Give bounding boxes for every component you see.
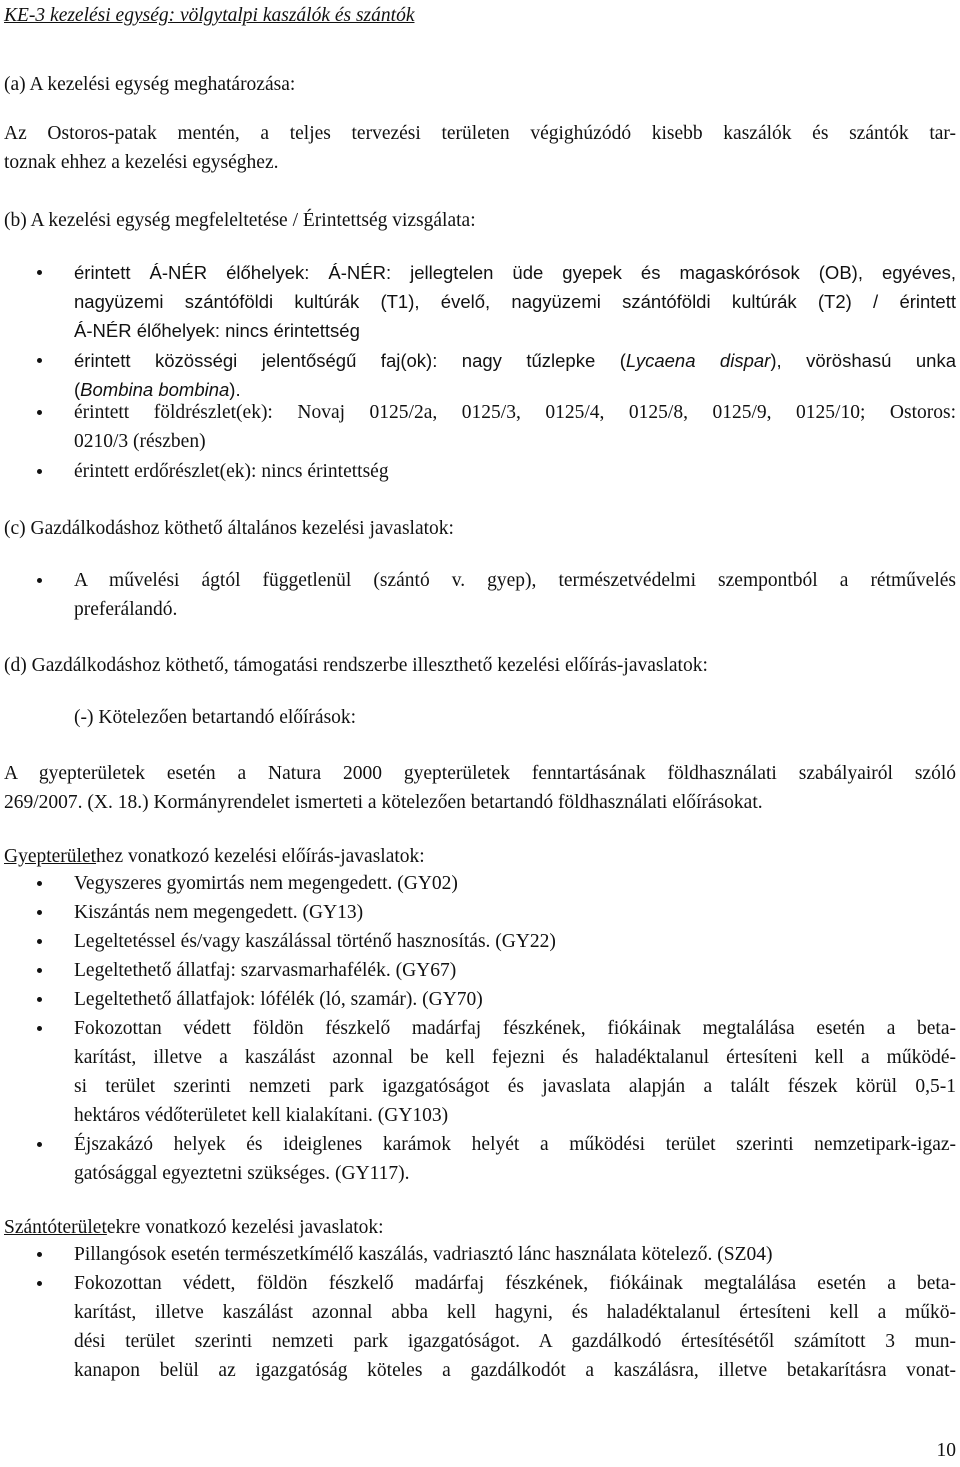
- list-item: [0, 869, 956, 898]
- title: KE-3 kezelési egység: völgytalpi kaszálók és szántók: [4, 5, 415, 26]
- section-c-heading: (c) Gazdálkodáshoz köthető általános kezelési javaslatok:: [4, 518, 454, 539]
- list-item: [0, 956, 956, 985]
- text-line: érintett erdőrészlet(ek): nincs érintettség: [74, 461, 389, 482]
- grassland-list: [0, 869, 956, 1188]
- text-line: Vegyszeres gyomirtás nem megengedett. (GY02): [74, 873, 458, 894]
- text-line: Legeltethető állatfajok: lófélék (ló, szamár). (GY70): [74, 989, 483, 1010]
- text-line: nagyüzemi szántóföldi kultúrák (T1), évelő, nagyüzemi szántóföldi kultúrák (T2) / érintett: [74, 291, 956, 312]
- section-b-list: [0, 258, 956, 404]
- text-line: preferálandó.: [74, 599, 178, 620]
- species-name: Bombina bombina: [80, 379, 230, 400]
- text-line: Fokozottan védett, földön fészkelő madárfaj fészkének, fiókáinak megtalálása esetén a beta-: [74, 1273, 956, 1294]
- page-number: 10: [936, 1440, 956, 1461]
- text-line: érintett földrészlet(ek): Novaj 0125/2a, 0125/3, 0125/4, 0125/8, 0125/9, 0125/10; Ostoros:: [74, 402, 956, 423]
- list-item: [0, 457, 956, 486]
- list-item: [0, 346, 956, 404]
- text-line: karítást, illetve a kaszálást azonnal be kell fejezni és haladéktalanul értesíteni kell a működé-: [74, 1047, 956, 1068]
- arable-heading: Szántóterületekre vonatkozó kezelési javaslatok:: [4, 1217, 384, 1238]
- text-line: 269/2007. (X. 18.) Kormányrendelet ismerteti a kötelezően betartandó földhasználati előírásokat.: [4, 792, 763, 813]
- text-line: érintett Á-NÉR élőhelyek: Á-NÉR: jellegtelen üde gyepek és magaskórósok (OB), egyéves,: [74, 262, 956, 283]
- text-line: gatósággal egyeztetni szükséges. (GY117).: [74, 1163, 410, 1184]
- list-item: [0, 1269, 956, 1385]
- grassland-heading: Gyepterülethez vonatkozó kezelési előírás-javaslatok:: [4, 846, 425, 867]
- section-a-heading: (a) A kezelési egység meghatározása:: [4, 74, 296, 95]
- text-line: dési terület szerinti nemzeti park igazgatóságot. A gazdálkodó értesítésétől számított 3 mun-: [74, 1331, 956, 1352]
- list-item: [0, 258, 956, 345]
- text-line: A gyepterületek esetén a Natura 2000 gyepterületek fenntartásának földhasználati szabályairól szóló: [4, 763, 956, 784]
- underlined-term: Gyepterület: [4, 846, 97, 867]
- text-line: érintett közösségi jelentőségű faj(ok): nagy tűzlepke (Lycaena dispar), vöröshasú unka: [74, 350, 956, 371]
- text-line: Pillangósok esetén természetkímélő kaszálás, vadriasztó lánc használata kötelező. (SZ04): [74, 1244, 773, 1265]
- section-d-subheading: (-) Kötelezően betartandó előírások:: [74, 707, 357, 728]
- text-line: Á-NÉR élőhelyek: nincs érintettség: [74, 320, 360, 341]
- list-item: [0, 566, 956, 624]
- text-line: Legeltethető állatfaj: szarvasmarhafélék. (GY67): [74, 960, 457, 981]
- text-line: karítást, illetve kaszálást azonnal abba kell hagyni, és haladéktalanul értesíteni kell a műkö-: [74, 1302, 956, 1323]
- text-line: Fokozottan védett földön fészkelő madárfaj fészkének, fiókáinak megtalálása esetén a beta-: [74, 1018, 956, 1039]
- text-line: Az Ostoros-patak mentén, a teljes tervezési területen végighúzódó kisebb kaszálók és szántók tar-: [4, 123, 956, 144]
- arable-list: [0, 1240, 956, 1385]
- section-b-list-2: [0, 398, 956, 486]
- text-line: si terület szerinti nemzeti park igazgatóságot és javaslata alapján a talált fészek körül 0,5-1: [74, 1076, 956, 1097]
- text-line: toznak ehhez a kezelési egységhez.: [4, 152, 279, 173]
- section-c-list: [0, 566, 956, 624]
- list-item: [0, 1240, 956, 1269]
- list-item: [0, 1014, 956, 1130]
- list-item: [0, 985, 956, 1014]
- underlined-term: Szántóterület: [4, 1217, 107, 1238]
- section-a-paragraph: [4, 119, 956, 177]
- list-item: [0, 927, 956, 956]
- text-line: Legeltetéssel és/vagy kaszálással történő hasznosítás. (GY22): [74, 931, 556, 952]
- list-item: [0, 898, 956, 927]
- text-line: (Bombina bombina).: [74, 379, 241, 400]
- text-line: A művelési ágtól függetlenül (szántó v. gyep), természetvédelmi szempontból a rétművelés: [74, 570, 956, 591]
- text-line: kanapon belül az igazgatóság köteles a gazdálkodót a kaszálásra, illetve betakarításra vonat-: [74, 1360, 956, 1381]
- species-name: Lycaena dispar: [625, 350, 771, 371]
- text-line: Éjszakázó helyek és ideiglenes karámok helyét a működési terület szerinti nemzetipark-igaz-: [74, 1134, 956, 1155]
- section-d-heading: (d) Gazdálkodáshoz köthető, támogatási rendszerbe illeszthető kezelési előírás-javaslatok:: [4, 655, 708, 676]
- section-b-heading: (b) A kezelési egység megfeleltetése / Érintettség vizsgálata:: [4, 210, 476, 231]
- text-line: 0210/3 (részben): [74, 431, 206, 452]
- list-item: [0, 398, 956, 456]
- section-d-paragraph: [4, 759, 956, 817]
- text-line: hektáros védőterületet kell kialakítani. (GY103): [74, 1105, 449, 1126]
- text-line: Kiszántás nem megengedett. (GY13): [74, 902, 364, 923]
- list-item: [0, 1130, 956, 1188]
